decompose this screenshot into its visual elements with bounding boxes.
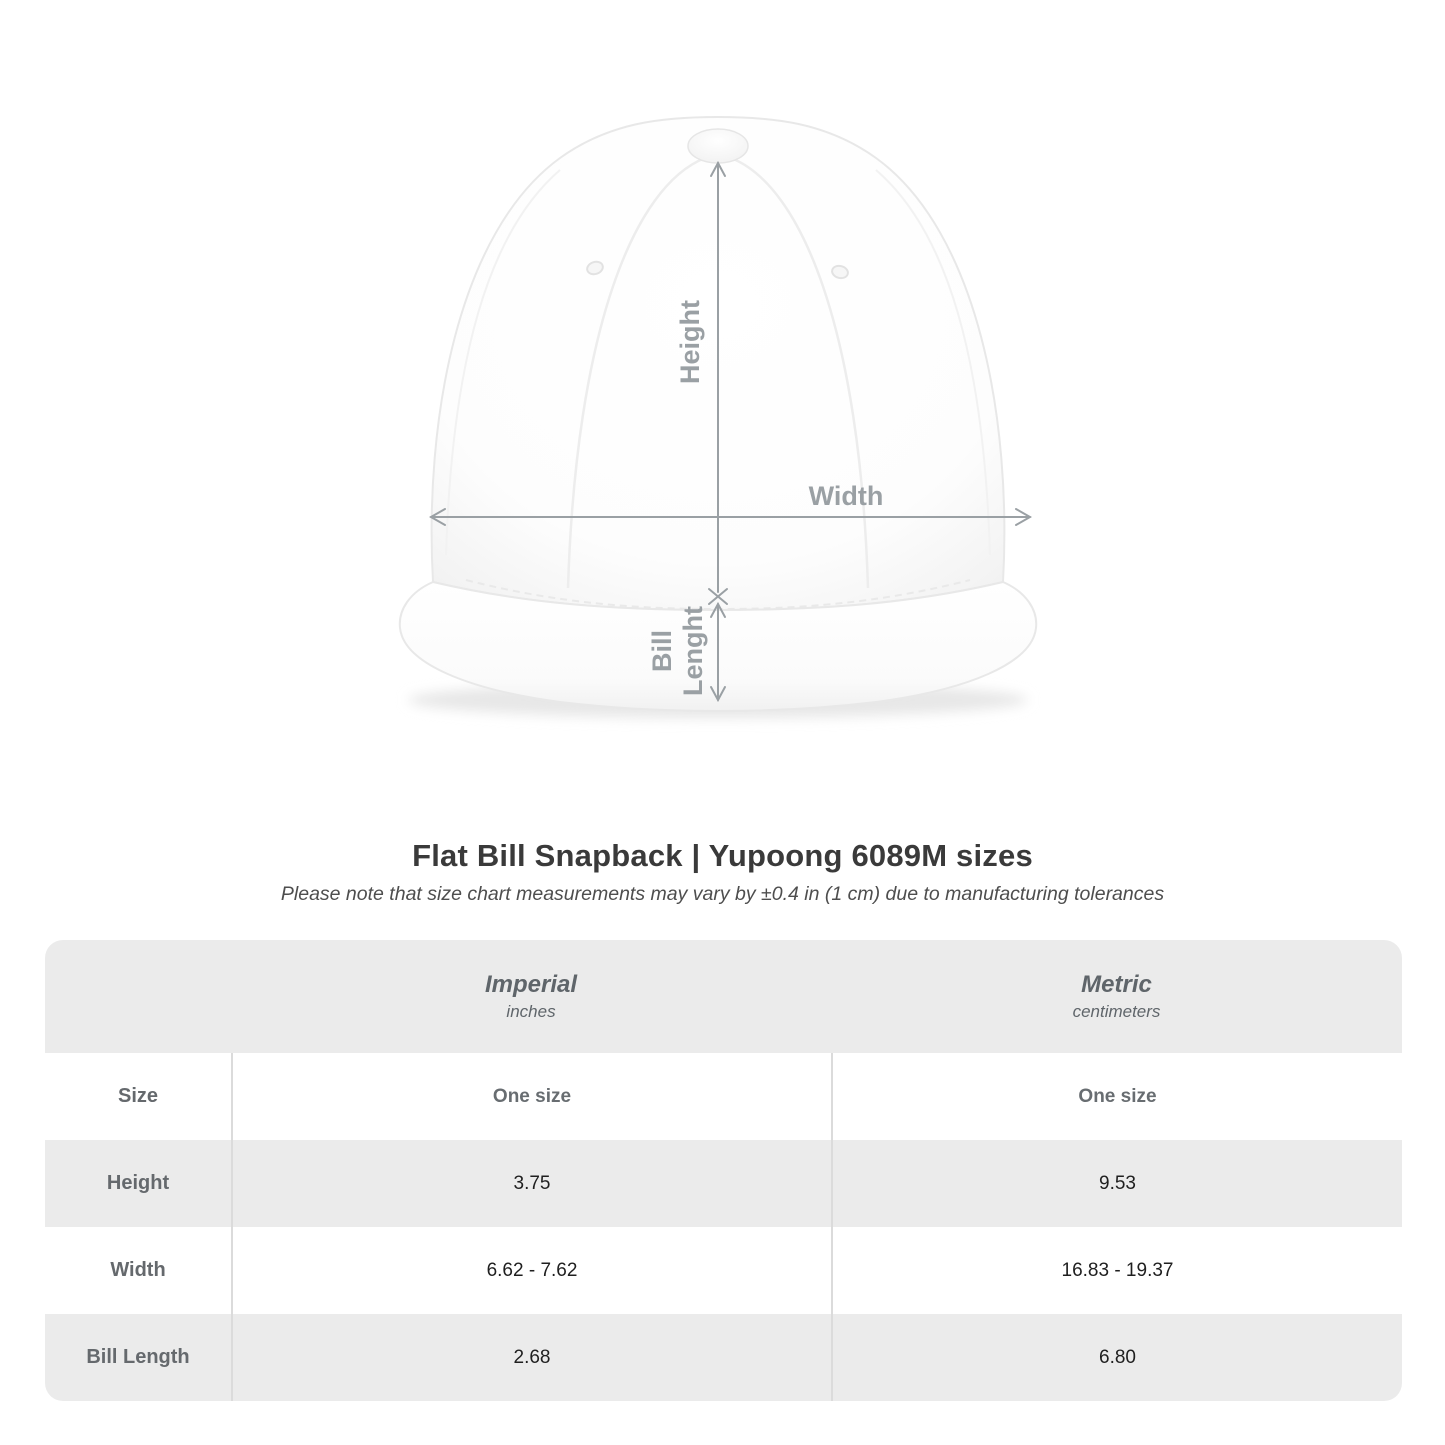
row-label-size: Size: [117, 1085, 159, 1107]
row-label-width: Width: [110, 1259, 166, 1281]
row-label-bill-length: Bill Length: [86, 1346, 190, 1368]
header-metric: [831, 940, 1402, 1053]
header-empty-cell: [45, 940, 231, 1053]
table-row-bill-length: [45, 1314, 1402, 1401]
tolerance-note: Please note that size chart measurements may vary by ±0.4 in (1 cm) due to manufacturing tolerances: [280, 883, 1165, 905]
hat-button: [688, 129, 748, 163]
size-table: [45, 940, 1402, 1401]
height-imperial-value: 3.75: [231, 1140, 831, 1227]
size-imperial-value: One size: [231, 1053, 831, 1140]
table-row-height: [45, 1140, 1402, 1227]
width-metric-value: 16.83 - 19.37: [831, 1227, 1402, 1314]
imperial-title: Imperial: [484, 971, 578, 998]
metric-title: Metric: [1081, 971, 1152, 998]
width-dimension-label: Width: [808, 481, 884, 511]
bill-length-dimension-label-line1: Bill: [647, 629, 677, 673]
imperial-unit: inches: [506, 1002, 556, 1021]
width-imperial-value: 6.62 - 7.62: [231, 1227, 831, 1314]
size-table-header: [45, 940, 1402, 1053]
size-metric-value: One size: [831, 1053, 1402, 1140]
bill-length-dimension-label-line2: Lenght: [678, 606, 708, 696]
table-row-size: [45, 1053, 1402, 1140]
page-title: Flat Bill Snapback | Yupoong 6089M sizes: [412, 838, 1033, 873]
height-metric-value: 9.53: [831, 1140, 1402, 1227]
metric-unit: centimeters: [1072, 1002, 1161, 1021]
table-row-width: [45, 1227, 1402, 1314]
bill-length-metric-value: 6.80: [831, 1314, 1402, 1401]
row-label-height: Height: [106, 1172, 170, 1194]
bill-length-imperial-value: 2.68: [231, 1314, 831, 1401]
height-dimension-label: Height: [675, 300, 705, 384]
header-imperial: [231, 940, 831, 1053]
heading-block: [0, 838, 1445, 906]
